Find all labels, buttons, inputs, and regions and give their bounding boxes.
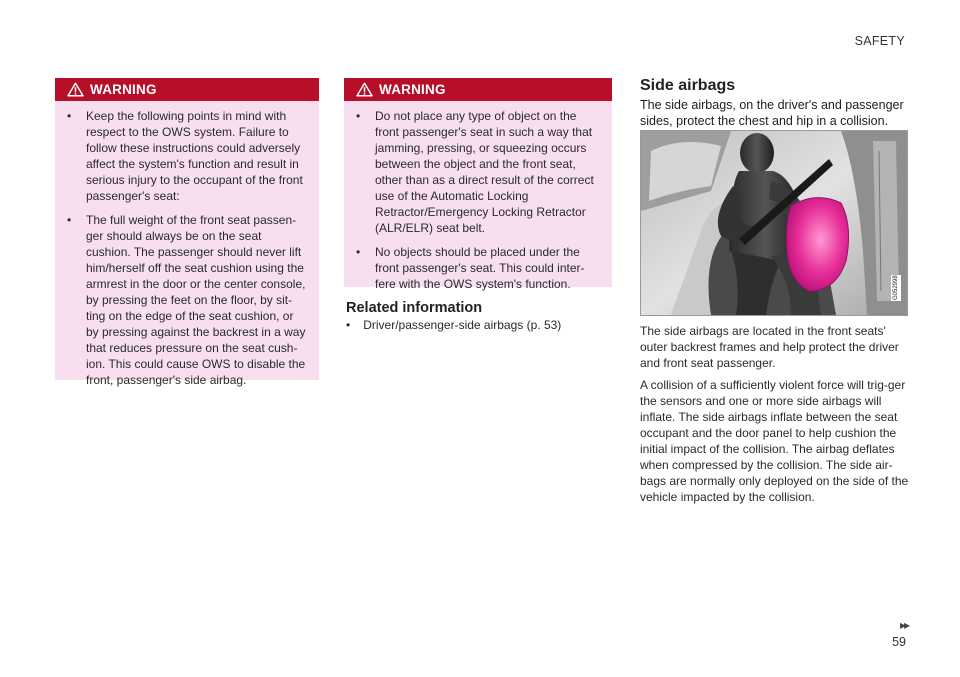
side-airbags-heading: Side airbags	[640, 77, 736, 94]
side-airbag-illustration	[640, 130, 908, 316]
related-link-side-airbags[interactable]	[346, 318, 561, 332]
warning-box-ows	[55, 78, 319, 387]
figure-code: G052998	[893, 275, 899, 301]
warning-header	[55, 78, 319, 101]
bullet: •	[346, 318, 351, 332]
side-airbags-location-text: The side airbags are located in the front seats' outer backrest frames and help protect the driver and front seat passenger.	[640, 324, 899, 370]
warning-triangle-icon	[67, 82, 84, 97]
side-airbags-deployment-text: A collision of a sufficiently violent force will trig-ger the sensors and one or more side airbags will inflate. The side airbags inflate between the seat occupant and the door panel to help cushion the initial impact of the collision. The airbag deflates when compressed by the collision. The side air-bags are normally only deployed on the side of the vehicle impacted by the collision.	[640, 378, 909, 504]
warning-box-objects	[344, 78, 612, 291]
warning-item: • Keep the following points in mind with respect to the OWS system. Failure to follow these instructions could adversely affect the system's function and result in serious injury to the occupant of the front passenger's seat:	[67, 108, 309, 204]
section-header: SAFETY	[854, 34, 905, 48]
side-airbags-intro: The side airbags, on the driver's and passenger sides, protect the chest and hip in a collision.	[640, 98, 904, 128]
related-information-heading: Related information	[346, 300, 483, 316]
warning-triangle-icon	[356, 82, 373, 97]
warning-item: • The full weight of the front seat passen-ger should always be on the seat cushion. The passenger should never lift him/herself off the seat cushion using the armrest in the door or the center console, by pressing the feet on the floor, by sit-ting on the edge of the seat cushion, or by pressing against the backrest in a way that reduces pressure on the seat cush-ion. This could cause OWS to disable the front, passenger's side airbag.	[67, 212, 309, 388]
warning-list	[344, 101, 612, 302]
warning-item: • Do not place any type of object on the front passenger's seat in such a way that jamming, pressing, or squeezing occurs between the object and the front seat, other than as a direct result of the correct use of the Automatic Locking Retractor/Emergency Locking Retractor (ALR/ELR) seat belt.	[356, 108, 602, 236]
warning-list	[55, 101, 319, 398]
page-number: 59	[892, 635, 906, 649]
warning-title: WARNING	[379, 82, 446, 97]
next-page-arrows-icon[interactable]: ▸▸	[899, 618, 908, 632]
related-link-text[interactable]: Driver/passenger-side airbags (p. 53)	[363, 318, 562, 332]
warning-item: • No objects should be placed under the front passenger's seat. This could inter-fere with the OWS system's function.	[356, 244, 602, 292]
airbag-illustration-drawing	[641, 131, 907, 315]
warning-header	[344, 78, 612, 101]
warning-title: WARNING	[90, 82, 157, 97]
